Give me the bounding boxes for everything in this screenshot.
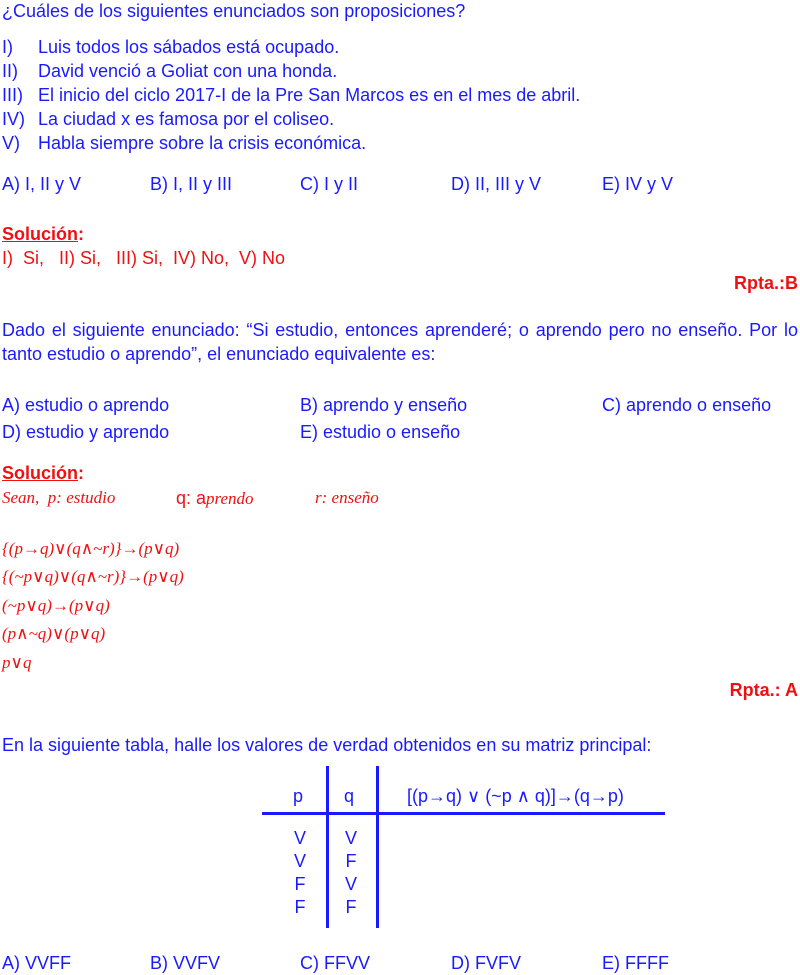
statement-text: El inicio del ciclo 2017-I de la Pre San Marcos es en el mes de abril. xyxy=(38,85,581,105)
statement-item xyxy=(2,35,580,59)
table-column-q xyxy=(339,827,363,919)
option-e[interactable]: E) IV y V xyxy=(602,174,674,194)
option-e[interactable]: E) FFFF xyxy=(602,953,669,973)
statement-text: Luis todos los sábados está ocupado. xyxy=(38,37,340,57)
table-header-q: q xyxy=(344,786,355,806)
step-3: (~p∨q)→(p∨q) xyxy=(2,596,110,615)
solution-1-text: I) Si, II) Si, III) Si, IV) No, V) No xyxy=(2,248,286,268)
step-1: {(p→q)∨(q∧~r)}→(p∨q) xyxy=(2,539,180,558)
option-d[interactable]: D) II, III y V xyxy=(451,174,542,194)
option-b[interactable]: B) VVFV xyxy=(150,953,221,973)
solution-2-definitions xyxy=(2,486,782,510)
table-divider xyxy=(376,766,379,928)
solution-label: Solución xyxy=(2,224,78,244)
statement-number: I) xyxy=(2,37,13,57)
statement-item xyxy=(2,131,580,155)
option-a[interactable]: A) VVFF xyxy=(2,953,72,973)
table-divider xyxy=(326,766,329,928)
definition-r: r: enseño xyxy=(315,488,379,507)
question-1-text: ¿Cuáles de los siguientes enunciados son proposiciones? xyxy=(2,1,466,21)
table-header-expression: [(p→q) ∨ (~p ∧ q)]→(q→p) xyxy=(407,786,624,806)
option-b[interactable]: B) I, II y III xyxy=(150,174,233,194)
step-2: {(~p∨q)∨(q∧~r)}→(p∨q) xyxy=(2,567,184,586)
option-c[interactable]: C) I y II xyxy=(300,174,358,194)
option-d[interactable]: D) estudio y aprendo xyxy=(2,422,170,442)
statement-item xyxy=(2,59,580,83)
definition-q: q: aprendo xyxy=(176,488,254,508)
solution-1-heading: Solución: xyxy=(2,224,84,244)
table-cell: V xyxy=(344,828,357,848)
table-cell: F xyxy=(294,897,306,917)
truth-table xyxy=(262,766,667,930)
statement-number: V) xyxy=(2,133,20,153)
option-c[interactable]: C) aprendo o enseño xyxy=(602,395,772,415)
option-b[interactable]: B) aprendo y enseño xyxy=(300,395,468,415)
option-a[interactable]: A) I, II y V xyxy=(2,174,82,194)
table-cell: F xyxy=(345,897,357,917)
table-header-rule xyxy=(262,812,665,815)
table-cell: V xyxy=(293,828,306,848)
solution-label: Solución xyxy=(2,463,78,483)
question-2-options-row2 xyxy=(2,420,800,444)
answer-2: Rpta.: A xyxy=(729,680,798,700)
statement-item xyxy=(2,107,580,131)
table-column-p xyxy=(288,827,312,919)
solution-2-heading: Solución: xyxy=(2,463,84,483)
statement-item xyxy=(2,83,580,107)
statement-number: II) xyxy=(2,61,18,81)
question-3-options xyxy=(2,951,800,975)
statement-number: IV) xyxy=(2,109,26,129)
table-cell: F xyxy=(294,874,306,894)
table-cell: V xyxy=(344,874,357,894)
table-cell: F xyxy=(345,851,357,871)
statement-number: III) xyxy=(2,85,23,105)
question-3-text: En la siguiente tabla, halle los valores de verdad obtenidos en su matriz principal: xyxy=(2,735,652,755)
question-1-options xyxy=(2,172,800,196)
statement-text: David venció a Goliat con una honda. xyxy=(38,61,338,81)
table-cell: V xyxy=(293,851,306,871)
statement-text: La ciudad x es famosa por el coliseo. xyxy=(38,109,335,129)
question-2-options-row1 xyxy=(2,393,800,417)
step-4: (p∧~q)∨(p∨q) xyxy=(2,624,106,643)
question-2-text: Dado el siguiente enunciado: “Si estudio, entonces aprenderé; o aprendo pero no enseño. Por lo tanto estudio o aprendo”, el enunciado equivalente es: xyxy=(2,320,798,364)
table-header-p: p xyxy=(293,786,304,806)
question-1-statements xyxy=(2,35,580,155)
step-5: p∨q xyxy=(2,653,32,672)
definition-p: Sean, p: estudio xyxy=(2,488,116,507)
option-c[interactable]: C) FFVV xyxy=(300,953,370,973)
answer-1: Rpta.:B xyxy=(734,273,798,293)
option-d[interactable]: D) FVFV xyxy=(451,953,521,973)
option-e[interactable]: E) estudio o enseño xyxy=(300,422,461,442)
statement-text: Habla siempre sobre la crisis económica. xyxy=(38,133,367,153)
option-a[interactable]: A) estudio o aprendo xyxy=(2,395,170,415)
